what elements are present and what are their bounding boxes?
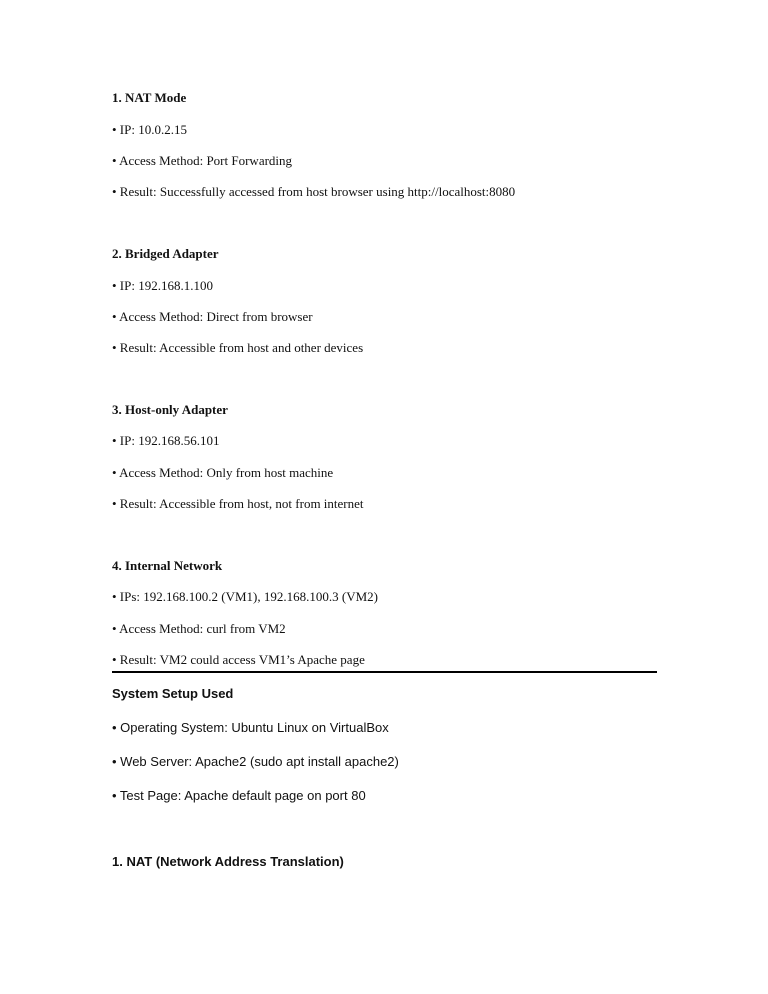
list-item: • Access Method: curl from VM2	[112, 621, 286, 636]
list-item: • Test Page: Apache default page on port 80	[112, 788, 366, 803]
section-heading-system-setup: System Setup Used	[112, 686, 234, 701]
list-item: • Access Method: Port Forwarding	[112, 153, 293, 168]
section-heading-internal-network: 4. Internal Network	[112, 558, 223, 573]
list-item: • IP: 192.168.1.100	[112, 278, 213, 293]
section-heading-nat-mode: 1. NAT Mode	[112, 90, 187, 105]
list-item: • Access Method: Direct from browser	[112, 309, 313, 324]
list-item: • Result: Accessible from host and other devices	[112, 340, 364, 355]
list-item: • IPs: 192.168.100.2 (VM1), 192.168.100.3 (VM2)	[112, 589, 378, 604]
list-item: • Operating System: Ubuntu Linux on VirtualBox	[112, 720, 389, 735]
list-item: • Result: Successfully accessed from host browser using http://localhost:8080	[112, 184, 516, 199]
list-item: • Web Server: Apache2 (sudo apt install apache2)	[112, 754, 399, 769]
horizontal-divider	[112, 671, 657, 673]
section-heading-host-only-adapter: 3. Host-only Adapter	[112, 402, 228, 417]
list-item: • Result: VM2 could access VM1’s Apache page	[112, 652, 365, 667]
list-item: • IP: 10.0.2.15	[112, 122, 187, 137]
list-item: • Access Method: Only from host machine	[112, 465, 334, 480]
list-item: • Result: Accessible from host, not from internet	[112, 496, 364, 511]
list-item: • IP: 192.168.56.101	[112, 433, 220, 448]
section-heading-bridged-adapter: 2. Bridged Adapter	[112, 246, 219, 261]
section-heading-nat-translation: 1. NAT (Network Address Translation)	[112, 854, 344, 869]
